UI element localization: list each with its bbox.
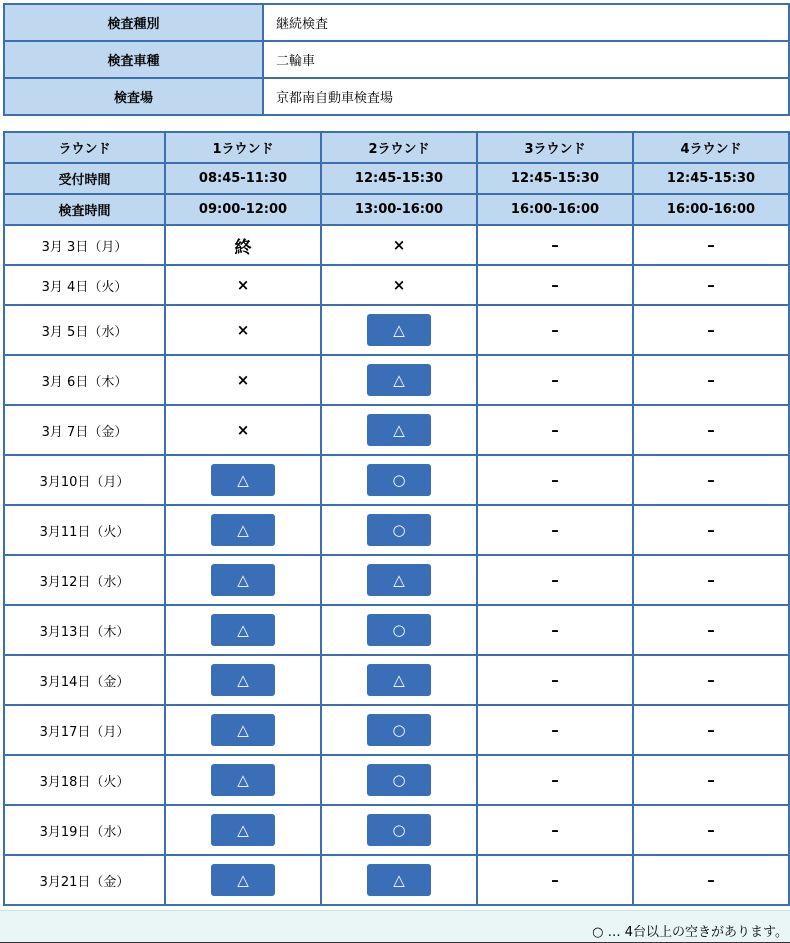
round-header-row-round-1: 1ラウンド	[165, 132, 321, 163]
schedule-row	[4, 755, 789, 805]
round-1-cell	[165, 455, 321, 505]
round-4-cell	[633, 605, 789, 655]
round-3-cell	[477, 305, 633, 355]
no-round-mark: –	[551, 321, 559, 339]
round-1-cell	[165, 225, 321, 265]
date-cell: 3月19日（水）	[4, 805, 165, 855]
no-round-mark: –	[707, 236, 715, 254]
no-round-mark: –	[551, 621, 559, 639]
few-slots-button[interactable]: △	[367, 664, 431, 696]
round-3-cell	[477, 805, 633, 855]
available-slot-button[interactable]: ○	[367, 814, 431, 846]
legend-text: ○ … 4台以上の空きがあります。	[592, 925, 788, 940]
round-3-cell	[477, 705, 633, 755]
round-1-cell	[165, 505, 321, 555]
no-round-mark: –	[551, 421, 559, 439]
round-4-cell	[633, 355, 789, 405]
no-round-mark: –	[551, 521, 559, 539]
no-round-mark: –	[707, 871, 715, 889]
round-1-cell	[165, 355, 321, 405]
round-2-cell	[321, 505, 477, 555]
few-slots-button[interactable]: △	[367, 314, 431, 346]
info-row-site	[4, 78, 789, 115]
round-3-cell	[477, 755, 633, 805]
no-round-mark: –	[551, 236, 559, 254]
inspection-type-label: 検査種別	[4, 4, 263, 41]
reception-time-row-round-4: 12:45-15:30	[633, 163, 789, 194]
round-2-cell	[321, 705, 477, 755]
no-round-mark: –	[707, 471, 715, 489]
round-header-row	[4, 132, 789, 163]
reservation-schedule-table	[3, 131, 790, 906]
date-cell: 3月17日（月）	[4, 705, 165, 755]
round-3-cell	[477, 225, 633, 265]
round-3-cell	[477, 655, 633, 705]
inspection-time-row-round-4: 16:00-16:00	[633, 194, 789, 225]
round-2-cell	[321, 755, 477, 805]
inspection-time-row-round-1: 09:00-12:00	[165, 194, 321, 225]
inspection-type-value: 継続検査	[263, 4, 789, 41]
few-slots-button[interactable]: △	[211, 464, 275, 496]
round-1-cell	[165, 265, 321, 305]
reception-time-row-round-2: 12:45-15:30	[321, 163, 477, 194]
date-cell: 3月 3日（月）	[4, 225, 165, 265]
reception-time-row	[4, 163, 789, 194]
no-round-mark: –	[707, 671, 715, 689]
schedule-row	[4, 355, 789, 405]
unavailable-mark: ×	[236, 276, 250, 294]
schedule-row	[4, 855, 789, 905]
unavailable-mark: ×	[236, 421, 250, 439]
date-cell: 3月 6日（木）	[4, 355, 165, 405]
round-2-cell	[321, 355, 477, 405]
no-round-mark: –	[707, 321, 715, 339]
few-slots-button[interactable]: △	[211, 714, 275, 746]
no-round-mark: –	[707, 276, 715, 294]
round-1-cell	[165, 655, 321, 705]
round-4-cell	[633, 225, 789, 265]
unavailable-mark: ×	[236, 321, 250, 339]
round-4-cell	[633, 755, 789, 805]
round-1-cell	[165, 605, 321, 655]
date-cell: 3月21日（金）	[4, 855, 165, 905]
no-round-mark: –	[551, 721, 559, 739]
schedule-row	[4, 455, 789, 505]
date-cell: 3月11日（火）	[4, 505, 165, 555]
no-round-mark: –	[551, 276, 559, 294]
no-round-mark: –	[551, 871, 559, 889]
date-cell: 3月18日（火）	[4, 755, 165, 805]
few-slots-button[interactable]: △	[367, 864, 431, 896]
round-1-cell	[165, 555, 321, 605]
date-cell: 3月12日（水）	[4, 555, 165, 605]
round-1-cell	[165, 855, 321, 905]
few-slots-button[interactable]: △	[367, 364, 431, 396]
round-3-cell	[477, 605, 633, 655]
no-round-mark: –	[707, 571, 715, 589]
schedule-body	[4, 225, 789, 905]
date-cell: 3月 4日（火）	[4, 265, 165, 305]
round-3-cell	[477, 405, 633, 455]
few-slots-button[interactable]: △	[367, 564, 431, 596]
inspection-time-row-label: 検査時間	[4, 194, 165, 225]
round-1-cell	[165, 405, 321, 455]
date-cell: 3月 7日（金）	[4, 405, 165, 455]
schedule-row	[4, 505, 789, 555]
date-cell: 3月14日（金）	[4, 655, 165, 705]
round-3-cell	[477, 455, 633, 505]
inspection-time-row	[4, 194, 789, 225]
schedule-row	[4, 265, 789, 305]
round-4-cell	[633, 265, 789, 305]
round-header-row-round-2: 2ラウンド	[321, 132, 477, 163]
few-slots-button[interactable]: △	[211, 614, 275, 646]
date-cell: 3月 5日（水）	[4, 305, 165, 355]
round-3-cell	[477, 555, 633, 605]
inspection-site-label: 検査場	[4, 78, 263, 115]
round-2-cell	[321, 605, 477, 655]
inspection-site-value: 京都南自動車検査場	[263, 78, 789, 115]
round-4-cell	[633, 855, 789, 905]
schedule-row	[4, 705, 789, 755]
schedule-row	[4, 405, 789, 455]
round-2-cell	[321, 555, 477, 605]
no-round-mark: –	[707, 371, 715, 389]
no-round-mark: –	[551, 671, 559, 689]
vehicle-type-label: 検査車種	[4, 41, 263, 78]
schedule-row	[4, 605, 789, 655]
round-3-cell	[477, 505, 633, 555]
date-cell: 3月13日（木）	[4, 605, 165, 655]
inspection-info-table	[3, 3, 790, 116]
reception-time-row-label: 受付時間	[4, 163, 165, 194]
round-2-cell	[321, 265, 477, 305]
available-slot-button[interactable]: ○	[367, 714, 431, 746]
round-2-cell	[321, 455, 477, 505]
round-4-cell	[633, 705, 789, 755]
no-round-mark: –	[551, 571, 559, 589]
unavailable-mark: ×	[392, 276, 406, 294]
few-slots-button[interactable]: △	[367, 414, 431, 446]
round-4-cell	[633, 455, 789, 505]
round-4-cell	[633, 655, 789, 705]
unavailable-mark: ×	[392, 236, 406, 254]
no-round-mark: –	[707, 821, 715, 839]
available-slot-button[interactable]: ○	[367, 464, 431, 496]
schedule-row	[4, 655, 789, 705]
no-round-mark: –	[551, 771, 559, 789]
round-3-cell	[477, 855, 633, 905]
date-cell: 3月10日（月）	[4, 455, 165, 505]
reception-time-row-round-1: 08:45-11:30	[165, 163, 321, 194]
inspection-time-row-round-3: 16:00-16:00	[477, 194, 633, 225]
round-2-cell	[321, 405, 477, 455]
round-4-cell	[633, 405, 789, 455]
round-3-cell	[477, 265, 633, 305]
no-round-mark: –	[551, 371, 559, 389]
round-header-row-round-3: 3ラウンド	[477, 132, 633, 163]
schedule-row	[4, 555, 789, 605]
round-1-cell	[165, 755, 321, 805]
round-4-cell	[633, 505, 789, 555]
few-slots-button[interactable]: △	[211, 514, 275, 546]
round-1-cell	[165, 805, 321, 855]
no-round-mark: –	[707, 421, 715, 439]
round-header-row-label: ラウンド	[4, 132, 165, 163]
round-4-cell	[633, 305, 789, 355]
few-slots-button[interactable]: △	[211, 564, 275, 596]
round-2-cell	[321, 805, 477, 855]
round-3-cell	[477, 355, 633, 405]
round-4-cell	[633, 555, 789, 605]
inspection-time-row-round-2: 13:00-16:00	[321, 194, 477, 225]
no-round-mark: –	[707, 721, 715, 739]
no-round-mark: –	[707, 521, 715, 539]
round-2-cell	[321, 855, 477, 905]
reception-time-row-round-3: 12:45-15:30	[477, 163, 633, 194]
vehicle-type-value: 二輪車	[263, 41, 789, 78]
available-slot-button[interactable]: ○	[367, 514, 431, 546]
unavailable-mark: ×	[236, 371, 250, 389]
round-4-cell	[633, 805, 789, 855]
available-slot-button[interactable]: ○	[367, 614, 431, 646]
schedule-header	[4, 132, 789, 225]
closed-mark: 終	[234, 237, 252, 258]
no-round-mark: –	[551, 471, 559, 489]
info-row-vehicle	[4, 41, 789, 78]
no-round-mark: –	[707, 621, 715, 639]
no-round-mark: –	[551, 821, 559, 839]
round-1-cell	[165, 705, 321, 755]
available-slot-button[interactable]: ○	[367, 764, 431, 796]
few-slots-button[interactable]: △	[211, 764, 275, 796]
no-round-mark: –	[707, 771, 715, 789]
few-slots-button[interactable]: △	[211, 664, 275, 696]
round-1-cell	[165, 305, 321, 355]
legend-note	[0, 910, 790, 943]
round-2-cell	[321, 305, 477, 355]
schedule-row	[4, 305, 789, 355]
info-row-type	[4, 4, 789, 41]
round-2-cell	[321, 225, 477, 265]
schedule-row	[4, 225, 789, 265]
few-slots-button[interactable]: △	[211, 864, 275, 896]
schedule-row	[4, 805, 789, 855]
few-slots-button[interactable]: △	[211, 814, 275, 846]
round-2-cell	[321, 655, 477, 705]
round-header-row-round-4: 4ラウンド	[633, 132, 789, 163]
